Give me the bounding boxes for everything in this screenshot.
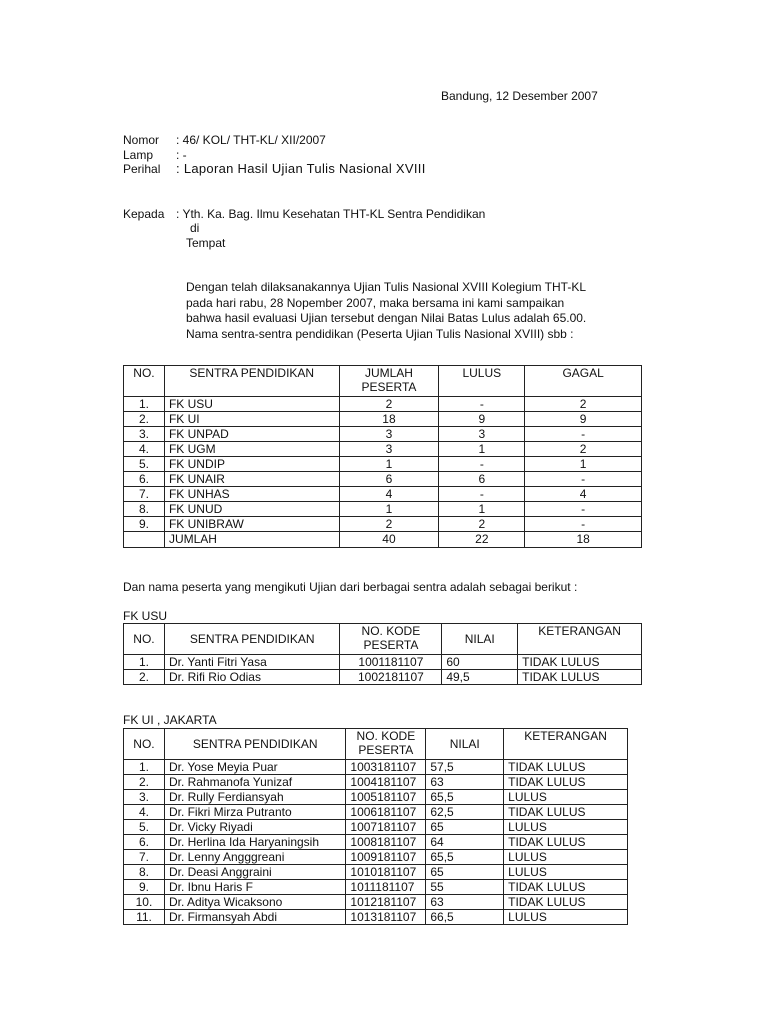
table-cell: 1 <box>525 457 642 472</box>
perihal-value: : Laporan Hasil Ujian Tulis Nasional XVIII <box>176 161 426 176</box>
table-cell: TIDAK LULUS <box>518 670 642 685</box>
table-cell: 4 <box>525 487 642 502</box>
kepada-label: Kepada <box>123 207 165 221</box>
table-cell: 55 <box>426 880 504 895</box>
table-cell: FK UNAIR <box>164 472 339 487</box>
col-header: NO. <box>124 366 165 397</box>
nomor-label: Nomor <box>123 133 160 147</box>
table-row <box>124 517 642 532</box>
lamp-value: : - <box>176 148 187 162</box>
table-cell: - <box>525 472 642 487</box>
table-cell: 65,5 <box>426 850 504 865</box>
participants-table-ui <box>123 728 628 925</box>
table-cell: 6 <box>339 472 439 487</box>
kepada-line2: di <box>190 221 200 235</box>
total-label: JUMLAH <box>164 532 339 548</box>
table-cell: FK UNIBRAW <box>164 517 339 532</box>
col-header: LULUS <box>439 366 525 397</box>
col-header: NO. KODE PESERTA <box>340 624 442 655</box>
table-cell: Dr. Yose Meyia Puar <box>164 760 345 775</box>
table-cell: TIDAK LULUS <box>504 880 628 895</box>
table-cell: Dr. Lenny Angggreani <box>164 850 345 865</box>
col-header: NILAI <box>442 624 518 655</box>
col-header: SENTRA PENDIDIKAN <box>164 624 340 655</box>
col-header: GAGAL <box>525 366 642 397</box>
total-cell: 22 <box>439 532 525 548</box>
participants-header-row <box>124 624 642 655</box>
table-cell: 2 <box>439 517 525 532</box>
table-row <box>124 427 642 442</box>
letter-date: Bandung, 12 Desember 2007 <box>441 89 598 103</box>
table-cell: LULUS <box>504 820 628 835</box>
table-cell: 6 <box>439 472 525 487</box>
table-cell: 1005181107 <box>346 790 426 805</box>
table-cell: - <box>439 397 525 412</box>
table-cell: 9 <box>439 412 525 427</box>
table-cell: LULUS <box>504 910 628 925</box>
table-cell: LULUS <box>504 790 628 805</box>
table-cell: LULUS <box>504 865 628 880</box>
table-cell: 9 <box>525 412 642 427</box>
table-cell: LULUS <box>504 850 628 865</box>
table-cell: 1 <box>339 457 439 472</box>
table-cell: 1013181107 <box>346 910 426 925</box>
table-cell: 1011181107 <box>346 880 426 895</box>
table-cell: Dr. Firmansyah Abdi <box>164 910 345 925</box>
table-row <box>124 487 642 502</box>
table-cell: 2. <box>124 775 165 790</box>
table-row <box>124 850 628 865</box>
table-cell: FK UGM <box>164 442 339 457</box>
table-cell: Dr. Aditya Wicaksono <box>164 895 345 910</box>
table-row <box>124 760 628 775</box>
table-cell: Dr. Herlina Ida Haryaningsih <box>164 835 345 850</box>
table-row <box>124 670 642 685</box>
table-cell: 60 <box>442 655 518 670</box>
table-cell: 63 <box>426 775 504 790</box>
table-cell: 6. <box>124 835 165 850</box>
table-cell: TIDAK LULUS <box>504 805 628 820</box>
table-cell: - <box>439 457 525 472</box>
table-cell: 3. <box>124 790 165 805</box>
table-cell: 9. <box>124 517 165 532</box>
table-cell: 1 <box>439 502 525 517</box>
table-cell: 62,5 <box>426 805 504 820</box>
table-cell: FK UI <box>164 412 339 427</box>
table-row <box>124 397 642 412</box>
table-cell: 2 <box>339 517 439 532</box>
total-cell: 40 <box>339 532 439 548</box>
table-row <box>124 895 628 910</box>
table-cell: - <box>525 502 642 517</box>
table-row <box>124 442 642 457</box>
col-header: KETERANGAN <box>504 729 628 760</box>
table-cell: - <box>525 517 642 532</box>
table-cell: 2 <box>339 397 439 412</box>
table-cell: 2 <box>525 397 642 412</box>
col-header: JUMLAH PESERTA <box>339 366 439 397</box>
table-cell: TIDAK LULUS <box>504 775 628 790</box>
table-row <box>124 805 628 820</box>
table-row <box>124 865 628 880</box>
table-cell: 1010181107 <box>346 865 426 880</box>
table-cell: 8. <box>124 502 165 517</box>
table-cell: TIDAK LULUS <box>504 895 628 910</box>
table-cell: 6. <box>124 472 165 487</box>
table-cell: 1. <box>124 760 165 775</box>
table-cell: Dr. Ibnu Haris F <box>164 880 345 895</box>
table-cell: TIDAK LULUS <box>504 760 628 775</box>
nomor-value: : 46/ KOL/ THT-KL/ XII/2007 <box>176 133 326 147</box>
table-cell: 63 <box>426 895 504 910</box>
total-cell: 18 <box>525 532 642 548</box>
table-cell: FK UNPAD <box>164 427 339 442</box>
table-cell: 1 <box>339 502 439 517</box>
table-cell: 2 <box>525 442 642 457</box>
table-cell: 2. <box>124 670 165 685</box>
table-cell: 9. <box>124 880 165 895</box>
section-title-usu: FK USU <box>123 609 168 623</box>
section-title-ui: FK UI , JAKARTA <box>123 713 217 727</box>
table-cell: 49,5 <box>442 670 518 685</box>
table-cell: Dr. Vicky Riyadi <box>164 820 345 835</box>
summary-header-row <box>124 366 642 397</box>
col-header: NO. KODE PESERTA <box>346 729 426 760</box>
table-row <box>124 880 628 895</box>
table-cell: 4. <box>124 805 165 820</box>
table-cell: - <box>525 427 642 442</box>
table-cell: 4 <box>339 487 439 502</box>
table-cell: 1003181107 <box>346 760 426 775</box>
participants-intro: Dan nama peserta yang mengikuti Ujian dari berbagai sentra adalah sebagai berikut : <box>123 580 578 594</box>
table-cell: 64 <box>426 835 504 850</box>
body-line: Dengan telah dilaksanakannya Ujian Tulis Nasional XVIII Kolegium THT-KL <box>186 280 586 294</box>
table-cell: Dr. Rully Ferdiansyah <box>164 790 345 805</box>
lamp-label: Lamp <box>123 148 154 162</box>
kepada-line3: Tempat <box>186 236 226 250</box>
table-row <box>124 457 642 472</box>
table-cell: 1 <box>439 442 525 457</box>
table-cell: 66,5 <box>426 910 504 925</box>
table-cell: TIDAK LULUS <box>504 835 628 850</box>
table-cell: 11. <box>124 910 165 925</box>
table-cell: 5. <box>124 457 165 472</box>
table-cell: 1. <box>124 397 165 412</box>
body-line: pada hari rabu, 28 Nopember 2007, maka bersama ini kami sampaikan <box>186 295 565 310</box>
table-cell: FK UNHAS <box>164 487 339 502</box>
table-cell: 3 <box>339 442 439 457</box>
col-header: NO. <box>124 729 165 760</box>
table-cell: 1008181107 <box>346 835 426 850</box>
table-cell: Dr. Rahmanofa Yunizaf <box>164 775 345 790</box>
col-header: SENTRA PENDIDIKAN <box>164 729 345 760</box>
table-cell: 1006181107 <box>346 805 426 820</box>
table-cell: 57,5 <box>426 760 504 775</box>
table-row <box>124 472 642 487</box>
table-cell: 65,5 <box>426 790 504 805</box>
col-header: SENTRA PENDIDIKAN <box>164 366 339 397</box>
table-cell: 3. <box>124 427 165 442</box>
table-cell: FK UNDIP <box>164 457 339 472</box>
table-row <box>124 775 628 790</box>
table-cell: - <box>439 487 525 502</box>
table-cell: 1007181107 <box>346 820 426 835</box>
table-row <box>124 655 642 670</box>
table-row <box>124 790 628 805</box>
table-cell: Dr. Deasi Anggraini <box>164 865 345 880</box>
table-cell: FK UNUD <box>164 502 339 517</box>
total-cell <box>124 532 165 548</box>
table-cell: 4. <box>124 442 165 457</box>
table-cell: 1002181107 <box>340 670 442 685</box>
table-row <box>124 910 628 925</box>
table-cell: 10. <box>124 895 165 910</box>
table-cell: Dr. Yanti Fitri Yasa <box>164 655 340 670</box>
table-cell: FK USU <box>164 397 339 412</box>
col-header: NILAI <box>426 729 504 760</box>
table-cell: 65 <box>426 865 504 880</box>
table-cell: 8. <box>124 865 165 880</box>
table-cell: TIDAK LULUS <box>518 655 642 670</box>
col-header: KETERANGAN <box>518 624 642 655</box>
table-cell: 3 <box>339 427 439 442</box>
summary-table <box>123 365 642 548</box>
table-cell: 5. <box>124 820 165 835</box>
table-cell: 65 <box>426 820 504 835</box>
table-cell: 7. <box>124 487 165 502</box>
table-cell: 1001181107 <box>340 655 442 670</box>
table-cell: 2. <box>124 412 165 427</box>
table-cell: Dr. Rifi Rio Odias <box>164 670 340 685</box>
body-line: bahwa hasil evaluasi Ujian tersebut dengan Nilai Batas Lulus adalah 65.00. <box>186 311 587 325</box>
table-row <box>124 502 642 517</box>
participants-header-row <box>124 729 628 760</box>
col-header: NO. <box>124 624 165 655</box>
table-cell: 1012181107 <box>346 895 426 910</box>
summary-total-row <box>124 532 642 548</box>
table-cell: 7. <box>124 850 165 865</box>
table-cell: 1004181107 <box>346 775 426 790</box>
table-row <box>124 835 628 850</box>
table-cell: 18 <box>339 412 439 427</box>
table-cell: 1. <box>124 655 165 670</box>
table-cell: Dr. Fikri Mirza Putranto <box>164 805 345 820</box>
table-row <box>124 820 628 835</box>
kepada-line1: : Yth. Ka. Bag. Ilmu Kesehatan THT-KL Sentra Pendidikan <box>176 207 486 221</box>
perihal-label: Perihal <box>123 162 161 176</box>
table-cell: 3 <box>439 427 525 442</box>
table-cell: 1009181107 <box>346 850 426 865</box>
participants-table-usu <box>123 623 642 685</box>
body-line: Nama sentra-sentra pendidikan (Peserta Ujian Tulis Nasional XVIII) sbb : <box>186 326 574 341</box>
body-paragraph <box>186 280 624 342</box>
table-row <box>124 412 642 427</box>
